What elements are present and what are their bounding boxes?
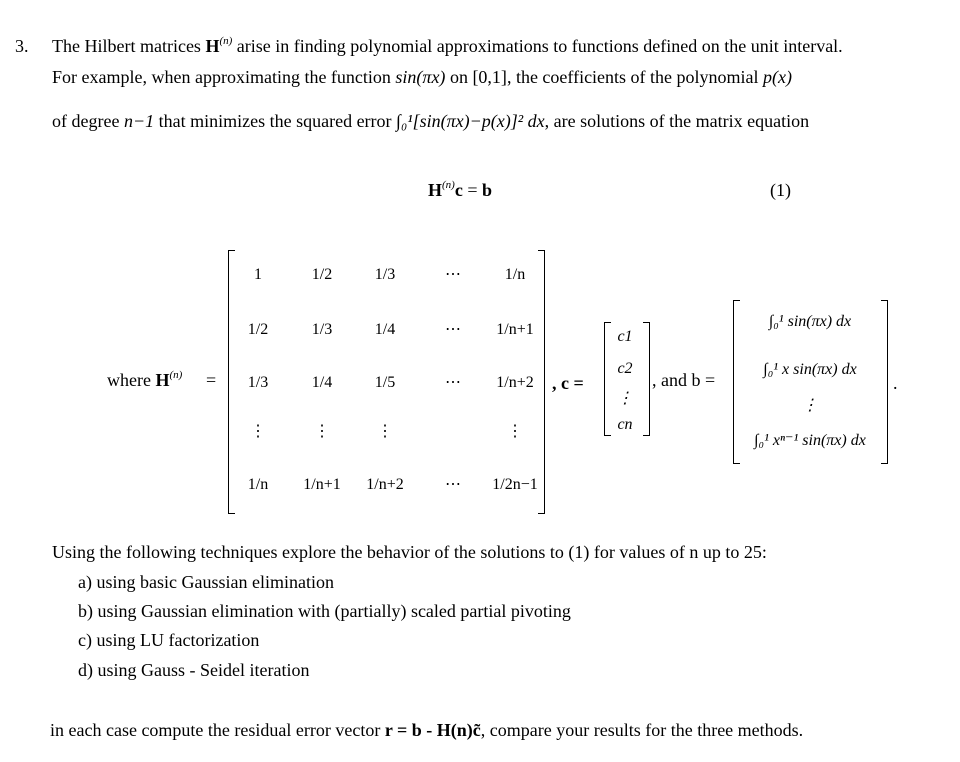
where-label: [107, 369, 182, 391]
matrix-entry: 1/3: [311, 321, 333, 338]
superscript: (n): [219, 35, 233, 47]
text: on: [445, 67, 473, 87]
matrix-entry: 1/n+1: [303, 476, 341, 493]
b-right-bracket: [881, 300, 888, 464]
matrix-entry: ⋯: [445, 266, 461, 283]
text: where: [107, 370, 156, 390]
matrix-entry: ⋮: [507, 423, 523, 440]
period: .: [893, 373, 898, 393]
matrix-entry: 1/n: [247, 476, 269, 493]
matrix-right-bracket: [538, 250, 545, 514]
matrix-entry: 1/3: [374, 266, 396, 283]
technique-a: a) using basic Gaussian elimination: [78, 572, 334, 592]
c-vector-entry: ⋮: [617, 390, 633, 407]
matrix-entry: ⋯: [445, 321, 461, 338]
equals: =: [462, 180, 482, 200]
matrix-entry: ⋯: [445, 476, 461, 493]
math-degree: n−1: [123, 111, 155, 131]
technique-b: b) using Gaussian elimination with (partially) scaled partial pivoting: [78, 601, 571, 621]
intro-text: Using the following techniques explore the behavior of the solutions to (1) for values of n up to 25:: [52, 542, 767, 562]
superscript: (n): [169, 369, 183, 381]
vector-c: c: [454, 180, 463, 200]
matrix-entry: 1/n+1: [496, 321, 534, 338]
c-vector-entry: c1: [617, 328, 633, 345]
math-function: sin(πx): [395, 67, 446, 87]
c-vector-entry: c2: [617, 360, 633, 377]
math-integral: ∫₀¹[sin(πx)−p(x)]² dx: [396, 111, 545, 131]
line-2: [52, 66, 792, 88]
vector-b: b: [482, 180, 493, 200]
c-right-bracket: [643, 322, 650, 436]
matrix-entry: 1: [254, 266, 262, 283]
text: , the coefficients of the polynomial: [506, 67, 764, 87]
c-vector-entry: cn: [617, 416, 633, 433]
matrix-symbol: H: [428, 180, 443, 200]
closing-line: [50, 719, 803, 741]
matrix-left-bracket: [228, 250, 235, 514]
matrix-entry: ⋮: [377, 423, 393, 440]
technique-c: c) using LU factorization: [78, 630, 260, 650]
math-polynomial: p(x): [763, 67, 793, 87]
text: The Hilbert matrices: [52, 36, 206, 56]
equals-sign: =: [206, 370, 217, 390]
text: that minimizes the squared error: [154, 111, 397, 131]
matrix-entry: ⋮: [314, 423, 330, 440]
b-left-bracket: [733, 300, 740, 464]
matrix-entry: ⋮: [250, 423, 266, 440]
matrix-entry: 1/2: [247, 321, 269, 338]
matrix-entry: 1/n+2: [366, 476, 404, 493]
b-vector-entry: ∫₀¹ x sin(πx) dx: [763, 361, 857, 378]
matrix-symbol: H: [155, 370, 170, 390]
b-vector-entry: ∫₀¹ sin(πx) dx: [768, 313, 852, 330]
matrix-entry: 1/4: [374, 321, 396, 338]
c-label: , c =: [552, 373, 584, 393]
b-label: , and b =: [652, 370, 716, 390]
residual-formula: r = b - H(n)c̃: [384, 720, 481, 740]
matrix-symbol: H: [205, 36, 220, 56]
matrix-entry: ⋯: [445, 374, 461, 391]
matrix-entry: 1/5: [374, 374, 396, 391]
matrix-entry: 1/2: [311, 266, 333, 283]
text: of degree: [52, 111, 124, 131]
math-interval: [0,1]: [472, 67, 507, 87]
c-left-bracket: [604, 322, 611, 436]
line-1: [52, 35, 843, 57]
equation-1: [428, 179, 492, 201]
matrix-entry: 1/n+2: [496, 374, 534, 391]
equation-label: (1): [770, 180, 791, 200]
text: For example, when approximating the function: [52, 67, 396, 87]
text: arise in finding polynomial approximations to functions defined on the unit interval.: [232, 36, 843, 56]
matrix-entry: 1/2n−1: [492, 476, 538, 493]
superscript: (n): [442, 179, 455, 191]
line-3: [52, 110, 809, 132]
text: , compare your results for the three methods.: [480, 720, 804, 740]
text: , are solutions of the matrix equation: [544, 111, 810, 131]
text: in each case compute the residual error vector: [50, 720, 385, 740]
problem-number: 3.: [15, 36, 29, 56]
b-vector-entry: ⋮: [802, 397, 818, 414]
matrix-entry: 1/4: [311, 374, 333, 391]
matrix-entry: 1/3: [247, 374, 269, 391]
matrix-entry: 1/n: [504, 266, 526, 283]
technique-d: d) using Gauss - Seidel iteration: [78, 660, 310, 680]
b-vector-entry: ∫₀¹ xⁿ⁻¹ sin(πx) dx: [754, 432, 866, 449]
